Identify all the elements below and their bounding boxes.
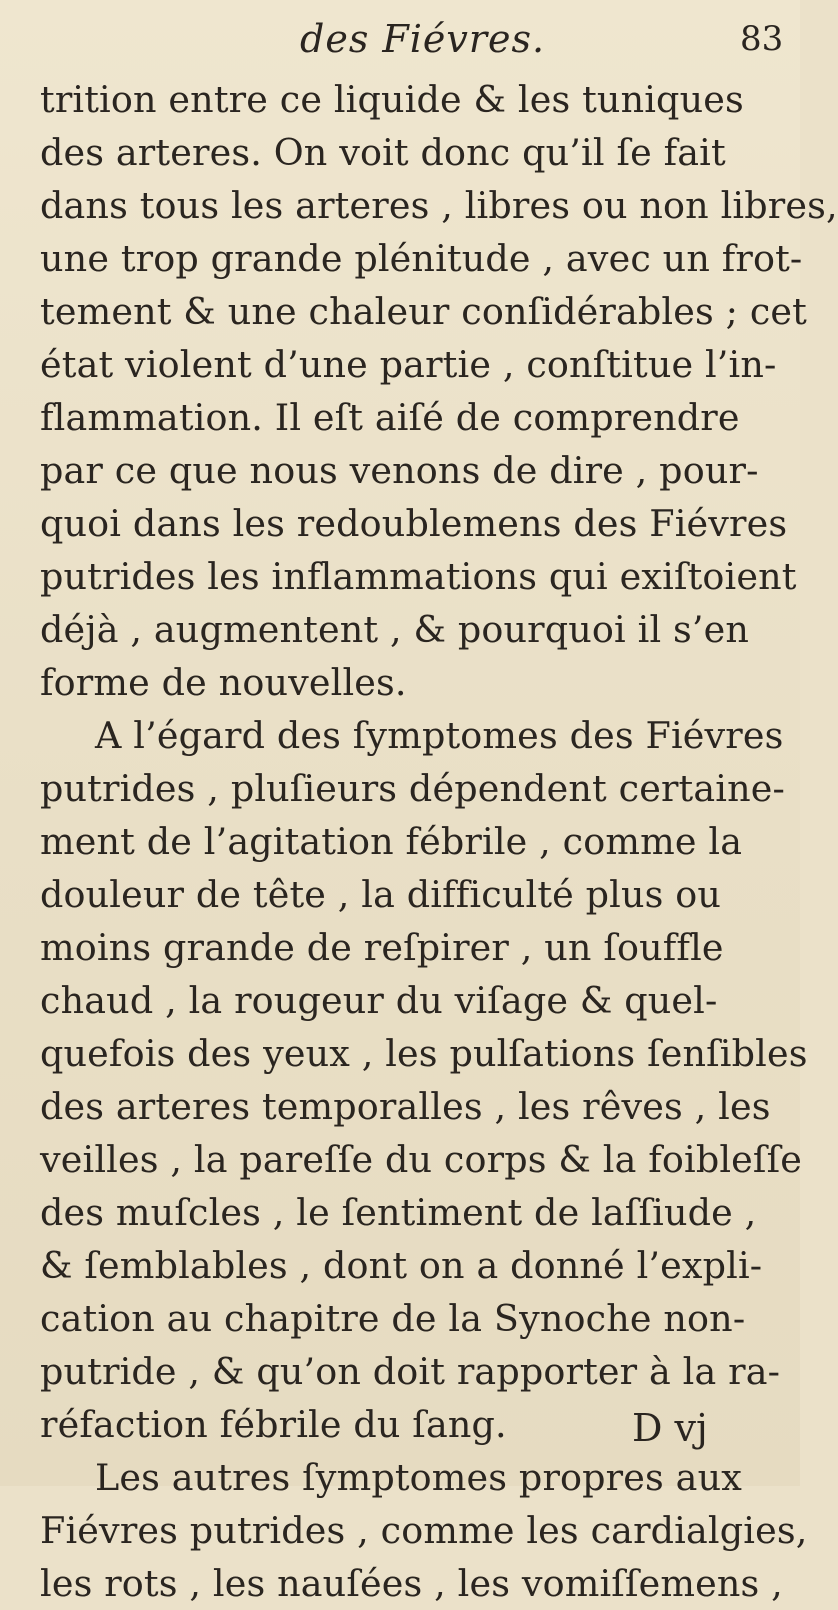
body-text: [40, 73, 838, 1610]
running-head: des Fiévres.: [300, 17, 546, 61]
text-line: par ce que nous venons de dire , pour-: [40, 449, 759, 492]
paragraph-start-line: Les autres ſymptomes propres aux: [95, 1456, 742, 1499]
text-line: une trop grande plénitude , avec un frot-: [40, 237, 803, 280]
text-line: chaud , la rougeur du viſage & quel-: [40, 979, 718, 1022]
text-line: des arteres. On voit donc qu’il ſe fait: [40, 131, 726, 174]
page-header: [0, 14, 800, 64]
text-line: douleur de tête , la difficulté plus ou: [40, 873, 722, 916]
paragraph-start-line: A l’égard des ſymptomes des Fiévres: [95, 714, 784, 757]
text-line: les rots , les nauſées , les vomiſſemens ,: [40, 1562, 783, 1605]
text-line: des arteres temporalles , les rêves , les: [40, 1085, 771, 1128]
text-line: moins grande de reſpirer , un ſouffle: [40, 926, 724, 969]
text-line: flammation. Il eſt aiſé de comprendre: [40, 396, 740, 439]
text-line: état violent d’une partie , conſtitue l’in-: [40, 343, 777, 386]
text-line: putrides les inflammations qui exiſtoient: [40, 555, 797, 598]
text-line: putrides , pluſieurs dépendent certaine-: [40, 767, 785, 810]
text-line: trition entre ce liquide & les tuniques: [40, 78, 744, 121]
text-line: réfaction fébrile du ſang.: [40, 1403, 507, 1446]
text-line: quoi dans les redoublemens des Fiévres: [40, 502, 788, 545]
text-line: putride , & qu’on doit rapporter à la ra-: [40, 1350, 781, 1393]
text-line: dans tous les arteres , libres ou non libres,: [40, 184, 838, 227]
text-line: forme de nouvelles.: [40, 661, 407, 704]
text-line: Fiévres putrides , comme les cardialgies,: [40, 1509, 808, 1552]
text-line: quefois des yeux , les pulſations ſenſibles: [40, 1032, 808, 1075]
text-line: veilles , la pareſſe du corps & la foibleſſe: [40, 1138, 802, 1181]
text-line: tement & une chaleur conſidérables ; cet: [40, 290, 807, 333]
text-line: ment de l’agitation fébrile , comme la: [40, 820, 743, 863]
page-number: 83: [740, 19, 784, 59]
text-line: cation au chapitre de la Synoche non-: [40, 1297, 746, 1340]
text-line: & ſemblables , dont on a donné l’expli-: [40, 1244, 763, 1287]
text-line: des muſcles , le ſentiment de laſſiude ,: [40, 1191, 757, 1234]
signature-mark: D vj: [632, 1406, 708, 1450]
text-line: déjà , augmentent , & pourquoi il s’en: [40, 608, 750, 651]
